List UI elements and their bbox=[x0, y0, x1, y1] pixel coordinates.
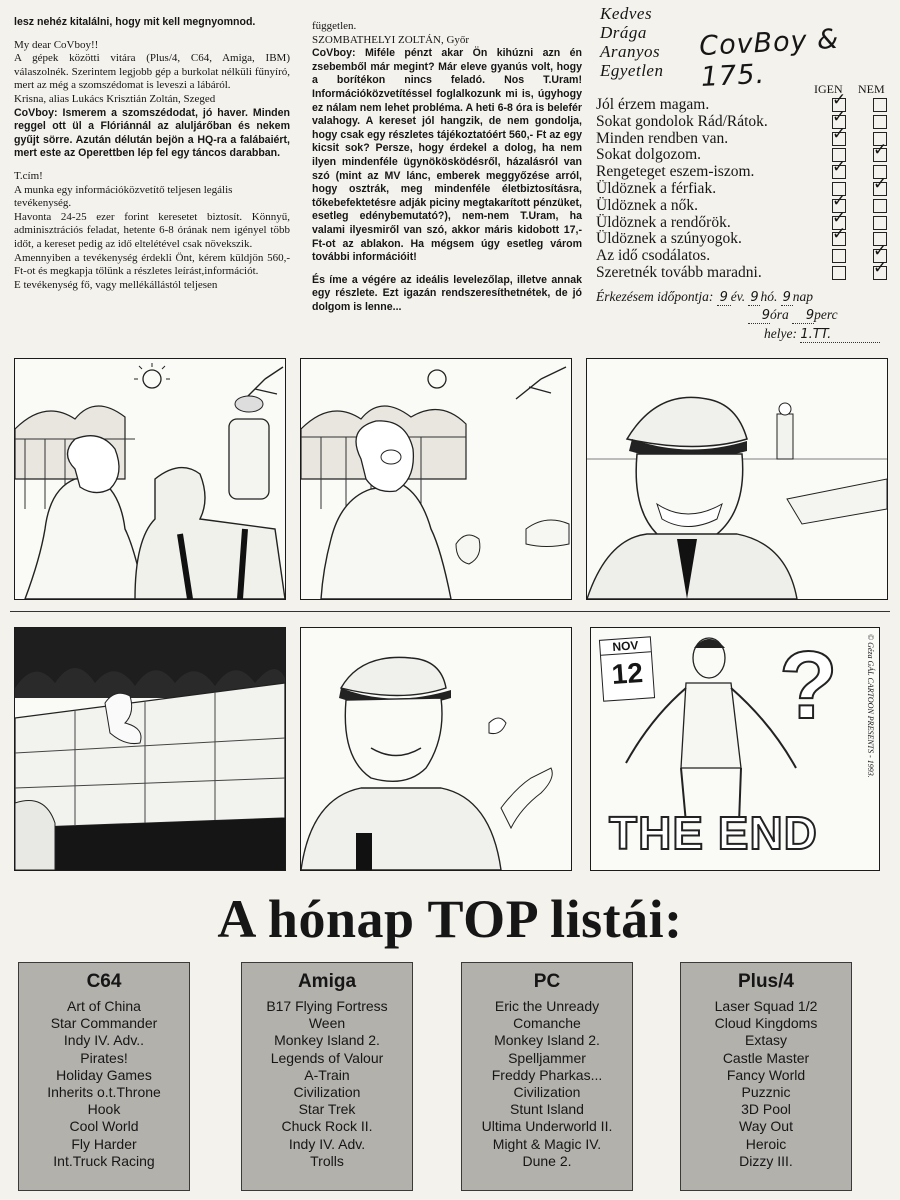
list-item: Way Out bbox=[739, 1118, 793, 1135]
arrival-minute-value[interactable]: 9 bbox=[792, 308, 814, 324]
no-checkbox[interactable] bbox=[873, 140, 888, 162]
year-label: év. bbox=[730, 289, 746, 304]
question-row bbox=[596, 241, 894, 265]
arrival-label: Érkezésem időpontja: bbox=[596, 289, 714, 304]
list-item: Monkey Island 2. bbox=[494, 1032, 600, 1049]
day-label: nap bbox=[792, 289, 813, 304]
yes-checkbox[interactable] bbox=[832, 123, 847, 146]
month-label: hó. bbox=[760, 289, 778, 304]
salutation: Egyetlen bbox=[600, 61, 664, 80]
list-item: Laser Squad 1/2 bbox=[714, 998, 818, 1014]
list-heading: Amiga bbox=[297, 971, 357, 992]
question-label: Az idő csodálatos. bbox=[596, 247, 711, 265]
list-heading: Plus/4 bbox=[738, 971, 794, 992]
question-label: Szeretnék tovább maradni. bbox=[596, 264, 762, 281]
question-label: Üldöznek a nők. bbox=[596, 196, 699, 214]
checkmark-icon: ✓ bbox=[832, 190, 847, 211]
arrival-year-value[interactable]: 9 bbox=[717, 290, 731, 306]
list-item: Spelljammer bbox=[508, 1049, 586, 1066]
leaf-icon bbox=[489, 718, 506, 734]
list-item: Chuck Rock II. bbox=[281, 1118, 373, 1135]
salutation: Aranyos bbox=[600, 42, 661, 61]
yes-checkbox[interactable] bbox=[832, 266, 846, 280]
bottle bbox=[356, 833, 372, 870]
list-heading: C64 bbox=[86, 971, 122, 992]
question-row bbox=[596, 140, 894, 164]
covboy-reply: CoVboy: Ismerem a szomszédodat, jó haver. Minden reggel ott ül a Flóriánnál az aluljárőban és nekem gyűjt sörre. Azután délután bejön a HQ-ra a falábaiért, mert este az Operettben lép fel egy táncos darabban. bbox=[14, 106, 290, 160]
yes-checkbox[interactable] bbox=[832, 157, 847, 179]
question-label: Sokat dolgozom. bbox=[596, 146, 702, 164]
list-item: Indy IV. Adv.. bbox=[63, 1032, 145, 1049]
list-item: Legends of Valour bbox=[270, 1049, 384, 1066]
comic-panel-1 bbox=[14, 358, 286, 600]
the-end-text: THE END bbox=[609, 807, 818, 859]
list-item: B17 Flying Fortress bbox=[266, 998, 388, 1014]
comic-illustration-man-leaf bbox=[301, 628, 571, 870]
checkmark-icon: ✓ bbox=[873, 174, 888, 194]
checkmark-icon: ✓ bbox=[832, 106, 847, 127]
list-item: Cloud Kingdoms bbox=[714, 1015, 818, 1032]
arrival-date-line bbox=[596, 289, 813, 306]
list-item: Ween bbox=[308, 1015, 346, 1032]
comic-illustration-guard-grin bbox=[587, 359, 887, 599]
guard-cap bbox=[627, 397, 747, 446]
comic-row-divider bbox=[10, 611, 890, 612]
top-list-pc bbox=[461, 962, 633, 1191]
list-item: Int.Truck Racing bbox=[53, 1152, 155, 1169]
letter-body: A munka egy információközvetítő teljesen legális tevékenység. bbox=[14, 183, 233, 210]
no-column-header: NEM bbox=[858, 82, 885, 96]
comic-panel-2 bbox=[300, 358, 572, 600]
arrival-time-line bbox=[748, 307, 838, 324]
place-label: helye: bbox=[764, 326, 797, 341]
yes-checkbox[interactable] bbox=[832, 224, 847, 246]
question-row bbox=[596, 190, 894, 214]
postcard-questionnaire bbox=[596, 4, 894, 354]
list-item: Might & Magic IV. bbox=[492, 1135, 602, 1152]
list-item: 3D Pool bbox=[741, 1101, 791, 1118]
no-checkbox[interactable] bbox=[873, 174, 888, 196]
guard-face bbox=[636, 454, 743, 542]
list-item: Art of China bbox=[67, 998, 141, 1014]
list-item: Star Trek bbox=[298, 1101, 356, 1118]
top-list-plus4 bbox=[680, 962, 852, 1191]
list-item: Indy IV. Adv. bbox=[288, 1135, 366, 1152]
comic-illustration-couple-guard bbox=[15, 359, 285, 599]
question-label: Üldöznek a szúnyogok. bbox=[596, 230, 742, 248]
guard-figure bbox=[229, 419, 269, 499]
list-item: Cool World bbox=[69, 1118, 139, 1135]
checkmark-icon: ✓ bbox=[832, 123, 847, 144]
list-item: Comanche bbox=[513, 1015, 581, 1032]
no-checkbox[interactable] bbox=[873, 216, 887, 230]
covboy-reply: CoVboy: Miféle pénzt akar Ön kihúzni azn én zsebemből már megint? Már eleve gyanús volt, hogy a borítékon nincs feladó. Nos T.Uram! Információközvetítéssel foglalkozunk mi is, úgyhogy ez nálam nem lehet probléma. A heti 6-8 óra is belefér valahogy. A kereset jól hangzik, de nem gondolja, hogy csak egy részletes tájékoztatóért 560,- Ft az egy kicsit sok? Persze, hogy érdekel a dolog, ha nem ilyen mindenféle ügynökösködésről, házalásról van szó (mint az MV lánc, emberek meggyőzése arról, hogy osztrák, meg mindenféle életbiztosításra, tőkebefektetésre adják piciny megtakarított pénzüket, esetleg edénybemutató?), nem-nem T.Uram, ha valami ilyesmiről van szó, akkor máris kidobott 17,- Ft-ot az ablakon. Ha mégsem úgy esetleg várom további információit! bbox=[312, 47, 582, 264]
yes-column-header: IGEN bbox=[814, 82, 843, 96]
man-figure bbox=[681, 683, 741, 768]
list-item: Fly Harder bbox=[71, 1135, 137, 1152]
list-item: Ultima Underworld II. bbox=[481, 1118, 613, 1135]
sun-icon bbox=[143, 370, 161, 388]
letters-column-middle bbox=[312, 20, 582, 314]
comic-illustration-climbing-wall bbox=[15, 628, 285, 870]
woman-figure bbox=[321, 484, 451, 599]
list-item: Extasy bbox=[744, 1032, 787, 1049]
cartoon-credit: © Géza GÁL CARTOON PRESENTS - 1993. bbox=[866, 634, 875, 778]
question-label: Rengeteget eszem-iszom. bbox=[596, 163, 755, 181]
list-item: Holiday Games bbox=[56, 1066, 152, 1083]
place-value[interactable]: 1.TT. bbox=[800, 327, 880, 343]
no-checkbox[interactable] bbox=[873, 199, 887, 213]
handwritten-recipient: CovBoy & 175. bbox=[698, 23, 840, 94]
list-item: A-Train bbox=[304, 1066, 350, 1083]
sun-icon bbox=[428, 370, 446, 388]
falling-can bbox=[456, 535, 480, 564]
concrete-wall bbox=[15, 683, 285, 828]
list-item: Castle Master bbox=[722, 1049, 810, 1066]
question-label: Sokat gondolok Rád/Rátok. bbox=[596, 112, 768, 130]
list-item: Inherits o.t.Throne bbox=[47, 1084, 161, 1101]
comic-illustration-woman-surprised bbox=[301, 359, 571, 599]
list-item: Civilization bbox=[293, 1084, 361, 1101]
question-label: Minden rendben van. bbox=[596, 129, 729, 147]
question-row bbox=[596, 258, 894, 281]
list-item: Hook bbox=[87, 1101, 121, 1118]
checkmark-icon: ✓ bbox=[832, 224, 847, 245]
list-item: Dizzy III. bbox=[739, 1152, 793, 1169]
salutation-list bbox=[600, 4, 663, 80]
man-face bbox=[345, 698, 442, 781]
list-item: Monkey Island 2. bbox=[274, 1032, 380, 1049]
yes-checkbox[interactable] bbox=[832, 249, 846, 263]
checkmark-icon: ✓ bbox=[873, 258, 888, 278]
list-item: Dune 2. bbox=[522, 1152, 572, 1169]
closing-paragraph: És íme a végére az ideális levelezőlap, illetve annak egy részlete. Ezt igazán rendszeresíthetnétek, de jó dolgom is lenne... bbox=[312, 273, 582, 313]
calendar-month: NOV bbox=[600, 637, 651, 655]
salutation: Kedves bbox=[600, 4, 653, 23]
top-list-amiga bbox=[241, 962, 413, 1191]
list-item: Eric the Unready bbox=[494, 998, 600, 1014]
letter-signature: Krisna, alias Lukács Krisztián Zoltán, Szeged bbox=[14, 92, 216, 105]
letter-signature: SZOMBATHELYI ZOLTÁN, Győr bbox=[312, 33, 470, 46]
man-cap bbox=[341, 657, 446, 695]
arrival-place-line bbox=[764, 326, 880, 343]
question-label: Üldöznek a férfiak. bbox=[596, 180, 717, 197]
list-item: Puzznic bbox=[741, 1084, 791, 1101]
question-row bbox=[596, 106, 894, 130]
checkmark-icon: ✓ bbox=[832, 90, 847, 110]
hand bbox=[526, 520, 569, 547]
question-row bbox=[596, 224, 894, 248]
list-heading: PC bbox=[533, 971, 561, 992]
list-item: Stunt Island bbox=[510, 1101, 584, 1118]
comic-panel-6 bbox=[590, 627, 880, 871]
list-item: Star Commander bbox=[50, 1015, 158, 1032]
letters-column-left bbox=[14, 16, 290, 292]
question-row bbox=[596, 174, 894, 197]
list-item: Pirates! bbox=[80, 1049, 128, 1066]
arrival-month-value[interactable]: 9 bbox=[750, 290, 759, 305]
list-item: Civilization bbox=[513, 1084, 581, 1101]
checkmark-icon: ✓ bbox=[873, 140, 888, 161]
comic-panel-3 bbox=[586, 358, 888, 600]
question-label: Jól érzem magam. bbox=[596, 96, 710, 113]
no-checkbox[interactable] bbox=[873, 98, 887, 112]
arrival-hour-value[interactable]: 9 bbox=[748, 308, 770, 324]
checkmark-icon: ✓ bbox=[832, 157, 847, 178]
letter-salutation: My dear CoVboy!! bbox=[14, 38, 99, 51]
letter-body: Havonta 24-25 ezer forint keresetet biztosít. Könnyű, adminisztrációs feladat, hetente 6-8 órának nem igényel több időt, a kereset pedig az idő eltelétével csak növekszik. bbox=[14, 210, 290, 250]
list-item: Fancy World bbox=[726, 1066, 806, 1083]
checkmark-icon: ✓ bbox=[832, 207, 847, 228]
distant-figure bbox=[777, 414, 793, 459]
question-row bbox=[596, 157, 894, 181]
minute-label: perc bbox=[814, 307, 838, 322]
checkmark-icon: ✓ bbox=[873, 241, 888, 262]
letter-body: Amennyiben a tevékenység érdekli Önt, kérem küldjön 560,- Ft-ot és megkapja tőlünk a részletes leírást,információt. bbox=[14, 251, 290, 278]
top-list-c64 bbox=[18, 962, 190, 1191]
question-mark: ? bbox=[779, 632, 838, 739]
question-label: Üldöznek a rendőrök. bbox=[596, 213, 731, 231]
lead-paragraph: lesz nehéz kitalálni, hogy mit kell megnyomnod. bbox=[14, 16, 256, 28]
letter-body: A gépek közötti vitára (Plus/4, C64, Amiga, IBM) válaszolnék. Szerintem legjobb gép a burkolat nélküli fűnyíró, mert az még a szomszédomat is leveszi a lábáról. bbox=[14, 52, 290, 92]
calendar-day: 12 bbox=[610, 656, 644, 691]
list-item: Trolls bbox=[310, 1152, 344, 1169]
woman-figure bbox=[25, 477, 145, 599]
hour-label: óra bbox=[770, 307, 789, 322]
question-row bbox=[596, 207, 894, 231]
comic-panel-5 bbox=[300, 627, 572, 871]
letter-body: E tevékenység fő, vagy mellékállástól teljesen bbox=[14, 278, 218, 291]
letter-salutation: T.cím! bbox=[14, 169, 43, 182]
no-checkbox[interactable] bbox=[873, 258, 888, 280]
question-row bbox=[596, 90, 894, 113]
comic-panel-4 bbox=[14, 627, 286, 871]
list-item: Freddy Pharkas... bbox=[491, 1066, 603, 1083]
list-item: Heroic bbox=[745, 1135, 787, 1152]
question-row bbox=[596, 123, 894, 147]
top-lists-title: A hónap TOP listái: bbox=[217, 889, 683, 949]
salutation: Drága bbox=[600, 23, 647, 42]
letter-continuation: független. bbox=[312, 20, 357, 32]
arrival-day-value[interactable]: 9 bbox=[782, 290, 791, 305]
no-checkbox[interactable] bbox=[873, 115, 887, 129]
